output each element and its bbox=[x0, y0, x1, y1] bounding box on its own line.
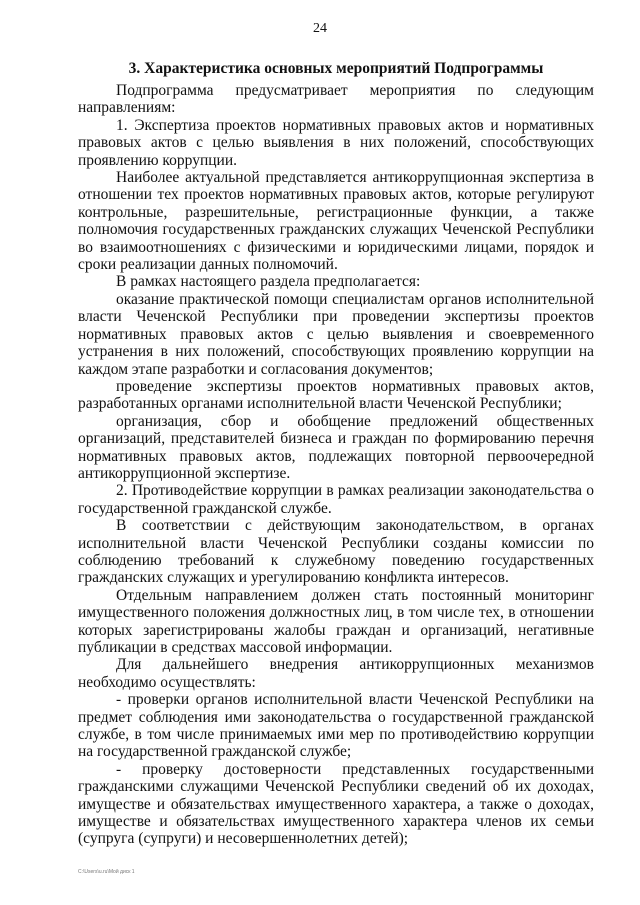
section-title: 3. Характеристика основных мероприятий Подпрограммы bbox=[128, 60, 544, 77]
paragraph-conducting: проведение экспертизы проектов нормативных правовых актов, разработанных органами исполнительной власти Чеченской Республики; bbox=[78, 377, 594, 413]
paragraph-item-2: 2. Противодействие коррупции в рамках реализации законодательства о государственной гражданской службе. bbox=[78, 482, 594, 517]
paragraph-organization: организация, сбор и обобщение предложений общественных организаций, представителей бизнеса и граждан по формированию перечня нормативных правовых актов, подлежащих повторной первоочередной антикоррупционной экспертизе. bbox=[78, 412, 594, 482]
page-number: 24 bbox=[313, 21, 327, 36]
body-text bbox=[78, 82, 594, 848]
paragraph-mechanisms: Для дальнейшего внедрения антикоррупционных механизмов необходимо осуществлять: bbox=[78, 656, 594, 691]
paragraph-expertise: Наиболее актуальной представляется антикоррупционная экспертиза в отношении тех проектов нормативных правовых актов, которые регулируют контрольные, разрешительные, регистрационные функции, а также полномочия государственных гражданских служащих Чеченской Республики во взаимоотношениях с физическими и юридическими лицами, порядок и сроки реализации данных полномочий. bbox=[78, 169, 594, 274]
paragraph-assistance: оказание практической помощи специалистам органов исполнительной власти Чеченской Республики при проведении экспертизы проектов нормативных правовых актов с целью выявления и своевременного устранения в них положений, способствующих проявлению коррупции на каждом этапе разработки и согласования документов; bbox=[78, 290, 594, 378]
paragraph-checks: - проверки органов исполнительной власти Чеченской Республики на предмет соблюдения ими законодательства о государственной гражданской службе, в том числе принимаемых ими мер по противодействию коррупции на государственной гражданской службе; bbox=[78, 691, 594, 761]
paragraph-item-1: 1. Экспертиза проектов нормативных правовых актов и нормативных правовых актов с целью выявления в них положений, способствующих проявлению коррупции. bbox=[78, 116, 594, 169]
paragraph-monitoring: Отдельным направлением должен стать постоянный мониторинг имущественного положения должностных лиц, в том числе тех, в отношении которых зарегистрированы жалобы граждан и организаций, негативные публикации в средствах массовой информации. bbox=[78, 586, 594, 656]
paragraph-intro: Подпрограмма предусматривает мероприятия по следующим направлениям: bbox=[78, 82, 594, 117]
paragraph-verification: - проверку достоверности представленных государственными гражданскими служащими Чеченской Республики сведений об их доходах, имуществе и обязательствах имущественного характера, а также о доходах, имуществе и обязательствах имущественного характера членов их семьи (супруга (супруги) и несовершеннолетних детей); bbox=[78, 760, 594, 848]
paragraph-commissions: В соответствии с действующим законодательством, в органах исполнительной власти Чеченской Республики созданы комиссии по соблюдению требований к служебному поведению государственных гражданских служащих и урегулированию конфликта интересов. bbox=[78, 517, 594, 587]
paragraph-section-intro: В рамках настоящего раздела предполагается: bbox=[116, 273, 421, 291]
footer-file-stamp: C:\Users\u.ru\Мой диск 1 bbox=[78, 869, 135, 875]
